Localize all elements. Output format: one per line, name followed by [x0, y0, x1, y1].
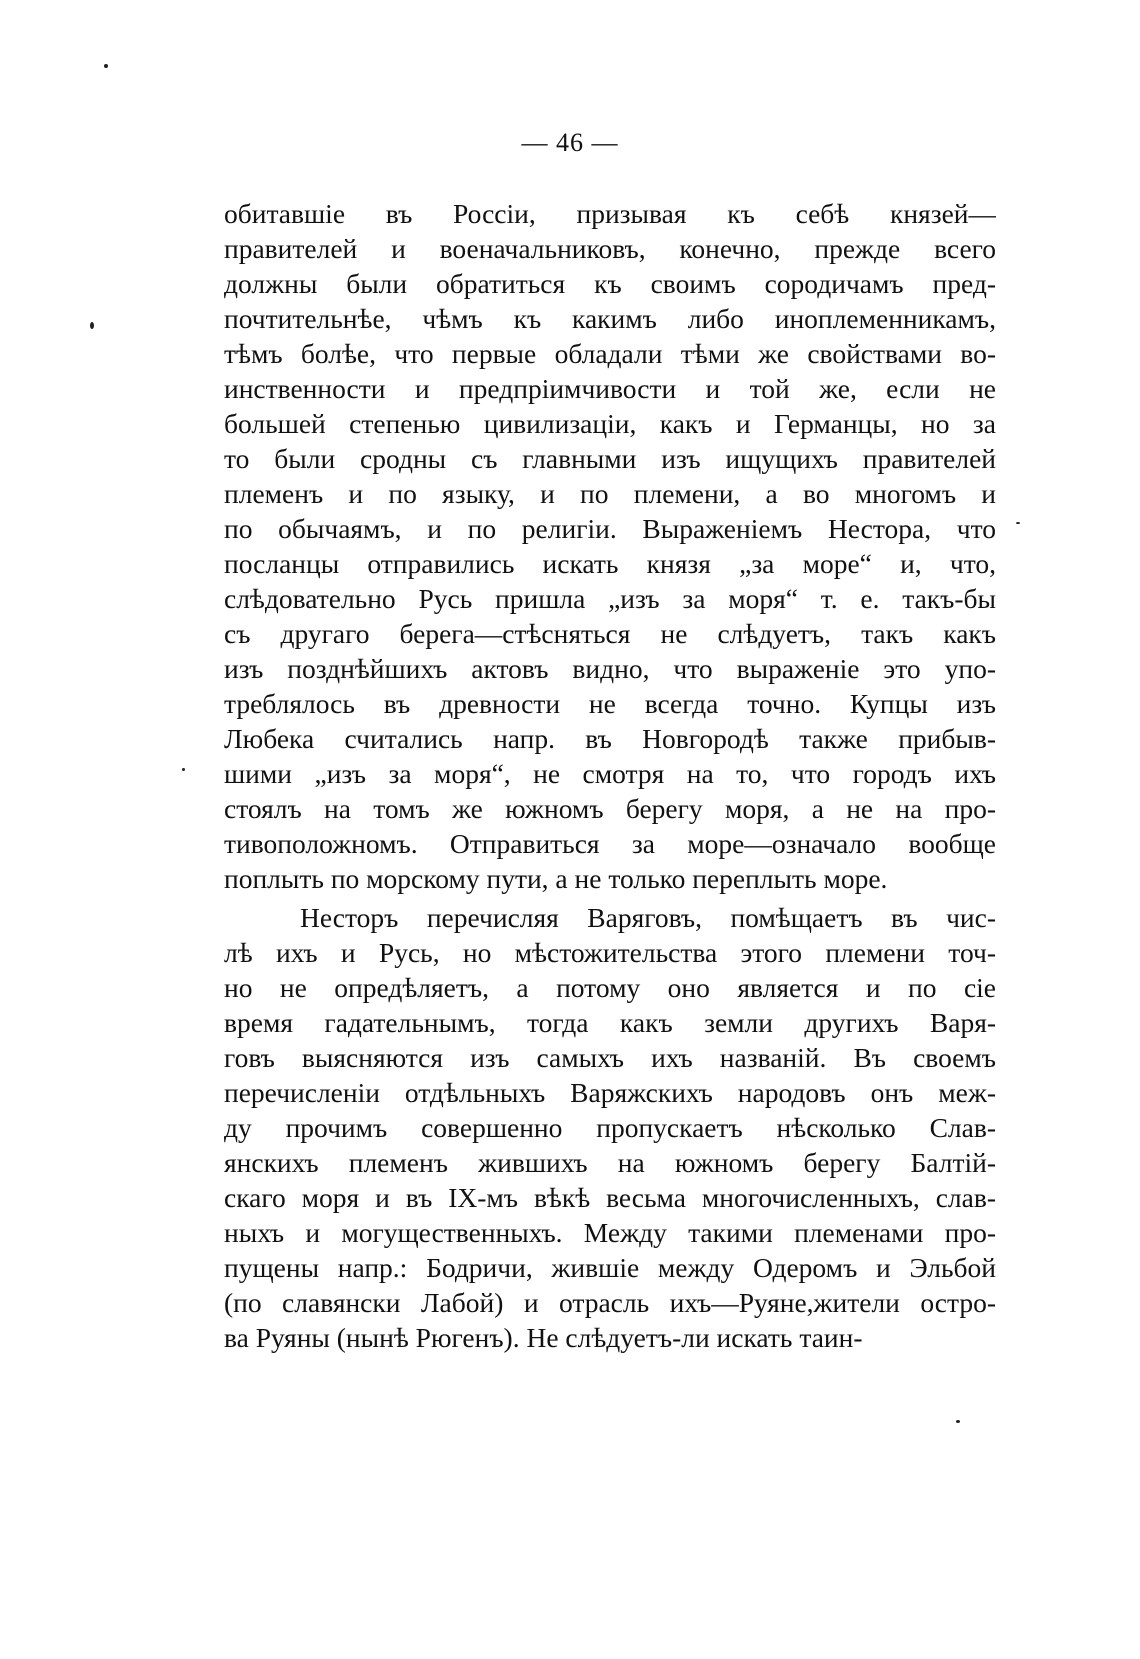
text-line: посланцы отправились искать князя „за море“ и, что,	[224, 548, 996, 579]
text-line: съ другаго берега—стѣсняться не слѣдуетъ, такъ какъ	[224, 618, 996, 649]
text-line: шими „изъ за моря“, не смотря на то, что городъ ихъ	[224, 758, 996, 789]
text-line: поплыть по морскому пути, а не только переплыть море.	[224, 863, 888, 894]
page-number: — 46 —	[521, 128, 619, 157]
scan-speck	[104, 64, 108, 68]
text-line: большей степенью цивилизаціи, какъ и Германцы, но за	[224, 408, 996, 439]
text-line: говъ выясняются изъ самыхъ ихъ названій. Въ своемъ	[224, 1042, 996, 1073]
text-line: Несторъ перечисляя Варяговъ, помѣщаетъ въ чис-	[300, 902, 996, 933]
scan-speck	[182, 768, 185, 771]
text-line: треблялось въ древности не всегда точно. Купцы изъ	[224, 688, 996, 719]
text-line: то были сродны съ главными изъ ищущихъ правителей	[224, 443, 996, 474]
text-line: тивоположномъ. Отправиться за море—означало вообще	[224, 828, 996, 859]
text-line: Любека считались напр. въ Новгородѣ также прибыв-	[224, 723, 996, 754]
text-line: стоялъ на томъ же южномъ берегу моря, а не на про-	[224, 793, 996, 824]
text-line: (по славянски Лабой) и отрасль ихъ—Руяне,жители остро-	[224, 1287, 996, 1318]
text-line: пущены напр.: Бодричи, жившіе между Одеромъ и Эльбой	[224, 1252, 996, 1283]
text-line: ныхъ и могущественныхъ. Между такими племенами про-	[224, 1217, 996, 1248]
text-line: янскихъ племенъ жившихъ на южномъ берегу Балтій-	[224, 1147, 996, 1178]
scan-speck	[90, 322, 94, 329]
text-line: лѣ ихъ и Русь, но мѣстожительства этого племени точ-	[224, 937, 996, 968]
text-line: но не опредѣляетъ, а потому оно является и по сіе	[224, 972, 996, 1003]
text-line: инственности и предпріимчивости и той же, если не	[224, 373, 996, 404]
scan-speck	[956, 1420, 960, 1423]
text-line: изъ позднѣйшихъ актовъ видно, что выраженіе это упо-	[224, 653, 996, 684]
text-line: ду прочимъ совершенно пропускаетъ нѣсколько Слав-	[224, 1112, 996, 1143]
text-line: ва Руяны (нынѣ Рюгенъ). Не слѣдуетъ-ли искать таин-	[224, 1322, 863, 1353]
text-line: скаго моря и въ IX-мъ вѣкѣ весьма многочисленныхъ, слав-	[224, 1182, 996, 1213]
body-text	[224, 196, 996, 1355]
scan-speck	[1016, 522, 1020, 524]
text-line: слѣдовательно Русь пришла „изъ за моря“ т. е. такъ-бы	[224, 583, 996, 614]
text-line: почтительнѣе, чѣмъ къ какимъ либо иноплеменникамъ,	[224, 303, 996, 334]
text-line: племенъ и по языку, и по племени, а во многомъ и	[224, 478, 996, 509]
text-line: должны были обратиться къ своимъ сородичамъ пред-	[224, 268, 996, 299]
text-line: тѣмъ болѣе, что первые обладали тѣми же свойствами во-	[224, 338, 996, 369]
text-line: время гадательнымъ, тогда какъ земли другихъ Варя-	[224, 1007, 996, 1038]
text-line: правителей и военачальниковъ, конечно, прежде всего	[224, 233, 996, 264]
text-line: по обычаямъ, и по религіи. Выраженіемъ Нестора, что	[224, 513, 996, 544]
text-line: перечисленіи отдѣльныхъ Варяжскихъ народовъ онъ меж-	[224, 1077, 996, 1108]
text-line: обитавшіе въ Россіи, призывая къ себѣ князей—	[224, 198, 996, 229]
